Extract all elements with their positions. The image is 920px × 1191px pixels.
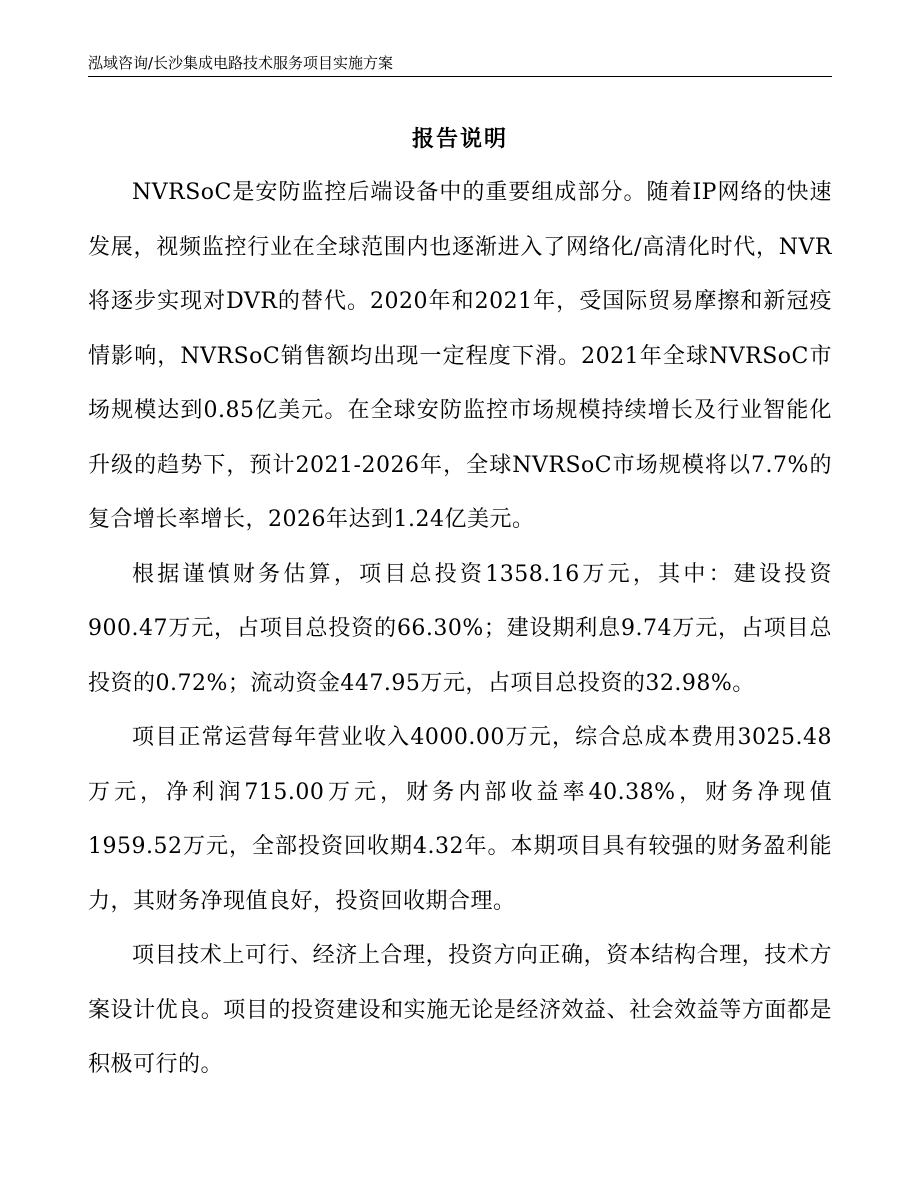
- paragraph-market: NVRSoC是安防监控后端设备中的重要组成部分。随着IP网络的快速发展，视频监控行业在全球范围内也逐渐进入了网络化/高清化时代，NVR将逐步实现对DVR的替代。2020年和2021年，受国际贸易摩擦和新冠疫情影响，NVRSoC销售额均出现一定程度下滑。2021年全球NVRSoC市场规模达到0.85亿美元。在全球安防监控市场规模持续增长及行业智能化升级的趋势下，预计2021-2026年，全球NVRSoC市场规模将以7.7%的复合增长率增长，2026年达到1.24亿美元。: [88, 180, 832, 532]
- report-body: [88, 166, 832, 1093]
- paragraph-conclusion: 项目技术上可行、经济上合理，投资方向正确，资本结构合理，技术方案设计优良。项目的投资建设和实施无论是经济效益、社会效益等方面都是积极可行的。: [88, 943, 832, 1077]
- header-divider: [88, 76, 832, 77]
- paragraph-investment: 根据谨慎财务估算，项目总投资1358.16万元，其中：建设投资900.47万元，占项目总投资的66.30%；建设期利息9.74万元，占项目总投资的0.72%；流动资金447.95万元，占项目总投资的32.98%。: [88, 561, 832, 696]
- page-header: 泓域咨询/长沙集成电路技术服务项目实施方案: [88, 54, 394, 72]
- report-title: 报告说明: [411, 126, 508, 152]
- paragraph-financials: 项目正常运营每年营业收入4000.00万元，综合总成本费用3025.48万元，净利润715.00万元，财务内部收益率40.38%，财务净现值1959.52万元，全部投资回收期4.32年。本期项目具有较强的财务盈利能力，其财务净现值良好，投资回收期合理。: [88, 725, 832, 914]
